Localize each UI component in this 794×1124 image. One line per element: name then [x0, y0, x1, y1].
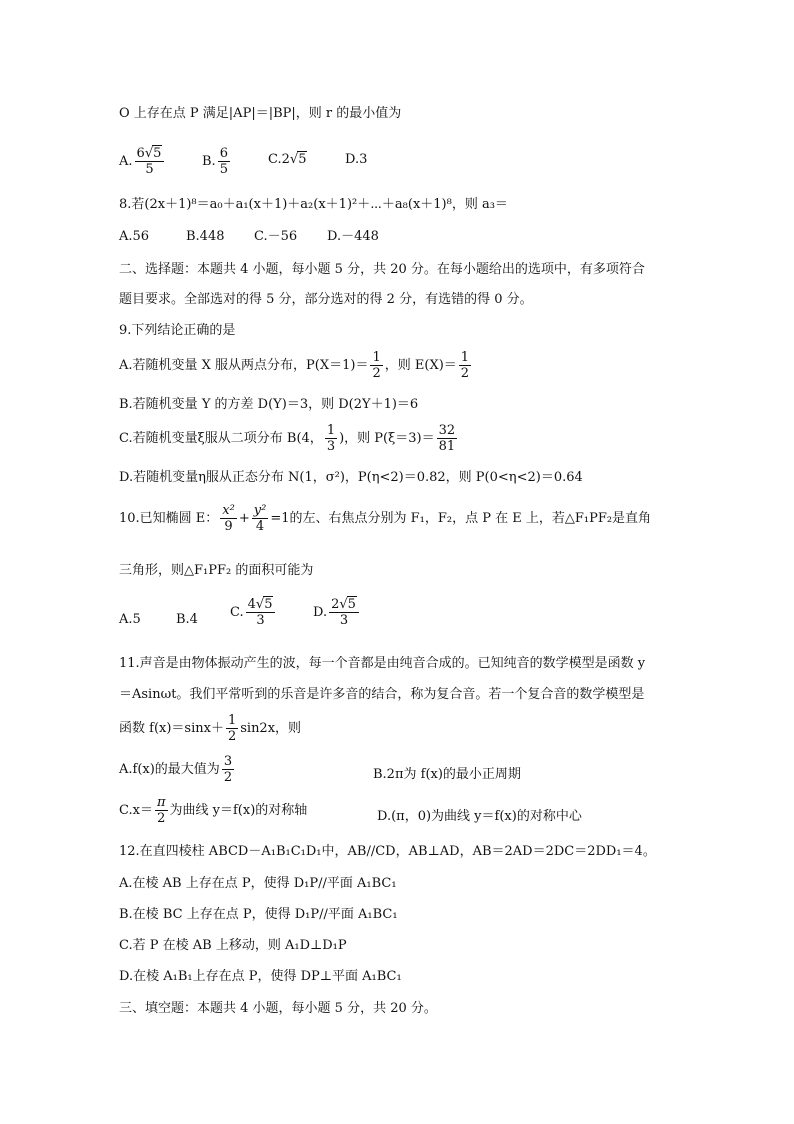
- fraction: $\frac{32}{81}$: [438, 423, 456, 454]
- q11-stem-line3: 函数 f(x)＝sinx＋ $\frac{1}{2}$ sin2x，则: [119, 713, 302, 744]
- sqrt-icon: √: [255, 597, 265, 612]
- q8-option-a: A.56: [119, 229, 150, 244]
- sqrt-icon: √: [144, 146, 154, 161]
- fraction: $\frac{1}{3}$: [326, 423, 336, 454]
- fraction: $\frac{1}{2}$: [227, 713, 237, 744]
- q10-option-a: A.5: [119, 612, 141, 627]
- q12-option-c: C.若 P 在棱 AB 上移动，则 A₁D⊥D₁P: [119, 938, 347, 953]
- q9-option-b: B.若随机变量 Y 的方差 D(Y)＝3，则 D(2Y＋1)＝6: [119, 397, 419, 412]
- fraction: $\frac{1}{2}$: [372, 350, 381, 381]
- q8-option-c: C.－56: [254, 229, 298, 244]
- section-2-header-line2: 题目要求。全部选对的得 5 分，部分选对的得 2 分，有选错的得 0 分。: [119, 292, 533, 307]
- q10-stem: 10.已知椭圆 E： $\frac{\text{x²}}{9}$ + $\frac{\text{y²}}{4}$ =1的左、右焦点分别为 F₁，F₂，点 P 在 E 上，若△F₁PF₂是直角: [119, 503, 652, 534]
- fraction: $\frac{1}{2}$: [460, 350, 470, 381]
- q12-option-d: D.在棱 A₁B₁上存在点 P，使得 DP⊥平面 A₁BC₁: [119, 969, 402, 984]
- fraction: $\frac{3}{2}$: [223, 754, 233, 785]
- q7-option-c: C.2√5: [268, 152, 307, 167]
- q10-option-c: C. $\frac{4√5}{3}$: [230, 597, 277, 628]
- q9-option-d: D.若随机变量η服从正态分布 N(1，σ²)，P(η<2)＝0.82，则 P(0<η<2)＝0.64: [119, 470, 583, 485]
- fraction: $\frac{\text{y²}}{4}$: [253, 503, 267, 534]
- q11-option-b: B.2π为 f(x)的最小正周期: [373, 767, 521, 782]
- q11-option-d: D.(π，0)为曲线 y＝f(x)的对称中心: [377, 809, 582, 824]
- q10-option-d: D. $\frac{2√5}{3}$: [313, 597, 361, 628]
- q12-stem: 12.在直四棱柱 ABCD－A₁B₁C₁D₁中，AB//CD，AB⊥AD，AB＝2AD＝2DC＝2DD₁＝4。: [119, 844, 656, 859]
- q7-option-a: A. $\frac{6√5}{5}$: [119, 146, 166, 177]
- fraction: $\frac{6√5}{5}$: [135, 146, 165, 177]
- fraction: $\frac{6}{5}$: [219, 146, 228, 177]
- q9-stem: 9.下列结论正确的是: [119, 323, 236, 338]
- fraction: $\frac{\text{x²}}{9}$: [222, 503, 235, 534]
- q9-option-c: C.若随机变量ξ服从二项分布 B(4， $\frac{1}{3}$ )，则 P(ξ＝3)＝ $\frac{32}{81}$: [119, 423, 456, 454]
- q12-option-b: B.在棱 BC 上存在点 P，使得 D₁P//平面 A₁BC₁: [119, 907, 398, 922]
- q8-option-d: D.－448: [327, 229, 379, 244]
- section-2-header: 二、选择题：本题共 4 小题，每小题 5 分，共 20 分。在每小题给出的选项中，有多项符合: [119, 262, 645, 277]
- section-3-header: 三、填空题：本题共 4 小题，每小题 5 分，共 20 分。: [119, 1001, 437, 1016]
- fraction: $\frac{2√5}{3}$: [329, 597, 359, 628]
- q9-option-a: A.若随机变量 X 服从两点分布，P(X＝1)＝ $\frac{1}{2}$ ，则 E(X)＝ $\frac{1}{2}$: [119, 350, 470, 381]
- q11-stem-line1: 11.声音是由物体振动产生的波，每一个音都是由纯音合成的。已知纯音的数学模型是函数 y: [119, 656, 646, 671]
- q11-option-c: C.x＝ $\frac{\pi}{2}$ 为曲线 y＝f(x)的对称轴: [119, 795, 308, 826]
- q11-option-a: A.f(x)的最大值为 $\frac{3}{2}$: [119, 754, 233, 785]
- q11-stem-line2: ＝Asinωt。我们平常听到的乐音是许多音的结合，称为复合音。若一个复合音的数学模型是: [119, 687, 645, 702]
- fraction: $\frac{\pi}{2}$: [156, 795, 166, 826]
- q7-option-b: B. $\frac{6}{5}$: [202, 146, 228, 177]
- q12-option-a: A.在棱 AB 上存在点 P，使得 D₁P//平面 A₁BC₁: [119, 876, 397, 891]
- q7-stem-continuation: O 上存在点 P 满足|AP|＝|BP|，则 r 的最小值为: [119, 106, 402, 121]
- sqrt-icon: √: [289, 152, 299, 167]
- q10-stem-line2: 三角形，则△F₁PF₂ 的面积可能为: [119, 563, 314, 578]
- sqrt-icon: √: [339, 597, 348, 612]
- q8-stem: 8.若(2x＋1)⁸＝a₀＋a₁(x＋1)＋a₂(x＋1)²＋⋯＋a₈(x＋1)⁸，则 a₃＝: [119, 197, 508, 212]
- q10-option-b: B.4: [176, 612, 198, 627]
- fraction: $\frac{4√5}{3}$: [246, 597, 276, 628]
- q7-option-d: D.3: [345, 152, 368, 167]
- q8-option-b: B.448: [186, 229, 225, 244]
